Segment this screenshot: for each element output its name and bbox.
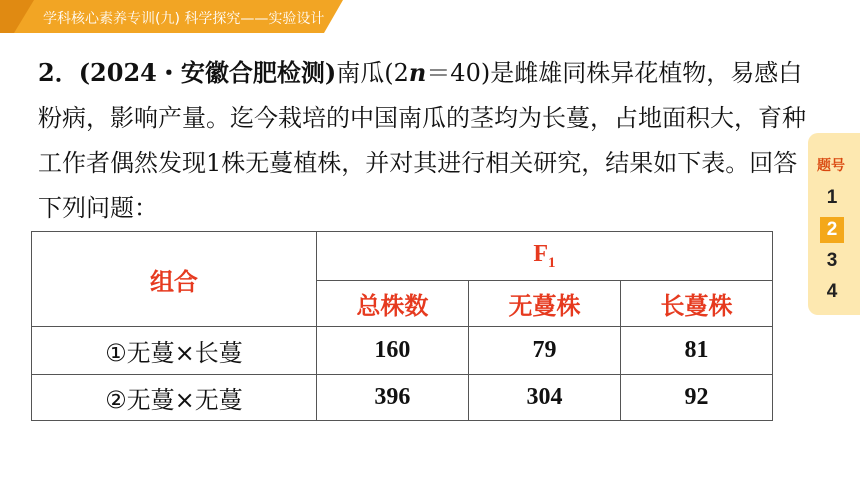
row-label-cell — [32, 375, 317, 421]
f1-header-sub: 1 — [548, 254, 556, 271]
table-row — [32, 375, 773, 421]
group-header-cell — [32, 232, 317, 327]
row-label: ②无蔓×无蔓 — [105, 386, 243, 414]
question-text — [38, 50, 818, 231]
cell-total: 396 — [374, 384, 411, 410]
column-header-cell — [621, 281, 773, 327]
column-header-total: 总株数 — [356, 292, 429, 320]
question-nav-panel — [808, 133, 860, 315]
column-header-long-vine: 长蔓株 — [660, 292, 733, 320]
row-label-cell — [32, 327, 317, 375]
question-nav-item-1[interactable]: 1 — [826, 187, 838, 208]
header-bar — [0, 0, 343, 33]
table-cell — [316, 327, 468, 375]
question-nav-item-3[interactable]: 3 — [826, 250, 838, 271]
question-text-part2: ＝40)是雌雄同株异花植物，易感白粉病，影响产量。迄今栽培的中国南瓜的茎均为长蔓，占地面积大，育种工作者偶然发现1株无蔓植株，并对其进行相关研究，结果如下表。回答下列问题： — [38, 59, 806, 222]
group-header: 组合 — [149, 267, 198, 296]
row-label: ①无蔓×长蔓 — [105, 339, 243, 367]
f1-header-cell — [316, 232, 772, 281]
question-source-open: (2024・ — [78, 58, 181, 87]
cell-vineless: 304 — [526, 384, 563, 410]
table-cell — [316, 375, 468, 421]
cell-long-vine: 92 — [684, 384, 709, 410]
f1-header-main: F — [533, 240, 549, 267]
f1-header — [533, 240, 556, 271]
question-nav-title: 题号 — [817, 158, 845, 174]
column-header-cell — [316, 281, 468, 327]
table-cell — [468, 375, 620, 421]
question-variable: n — [408, 58, 427, 87]
cell-vineless: 79 — [532, 337, 557, 363]
question-text-part1: 南瓜(2 — [336, 59, 409, 87]
table-cell — [621, 327, 773, 375]
table-cell — [621, 375, 773, 421]
question-source-close: ) — [324, 58, 337, 87]
question-source-place: 安徽合肥检测 — [180, 59, 325, 87]
results-table — [31, 231, 773, 421]
column-header-cell — [468, 281, 620, 327]
header-title: 学科核心素养专训(九) 科学探究——实验设计 — [43, 11, 325, 27]
question-number: 2． — [38, 58, 79, 87]
table-row — [32, 327, 773, 375]
question-nav-item-2[interactable]: 2 — [820, 217, 844, 243]
column-header-vineless: 无蔓株 — [508, 292, 581, 320]
cell-long-vine: 81 — [684, 337, 709, 363]
table-cell — [468, 327, 620, 375]
question-nav-item-4[interactable]: 4 — [826, 281, 838, 302]
cell-total: 160 — [374, 337, 411, 363]
